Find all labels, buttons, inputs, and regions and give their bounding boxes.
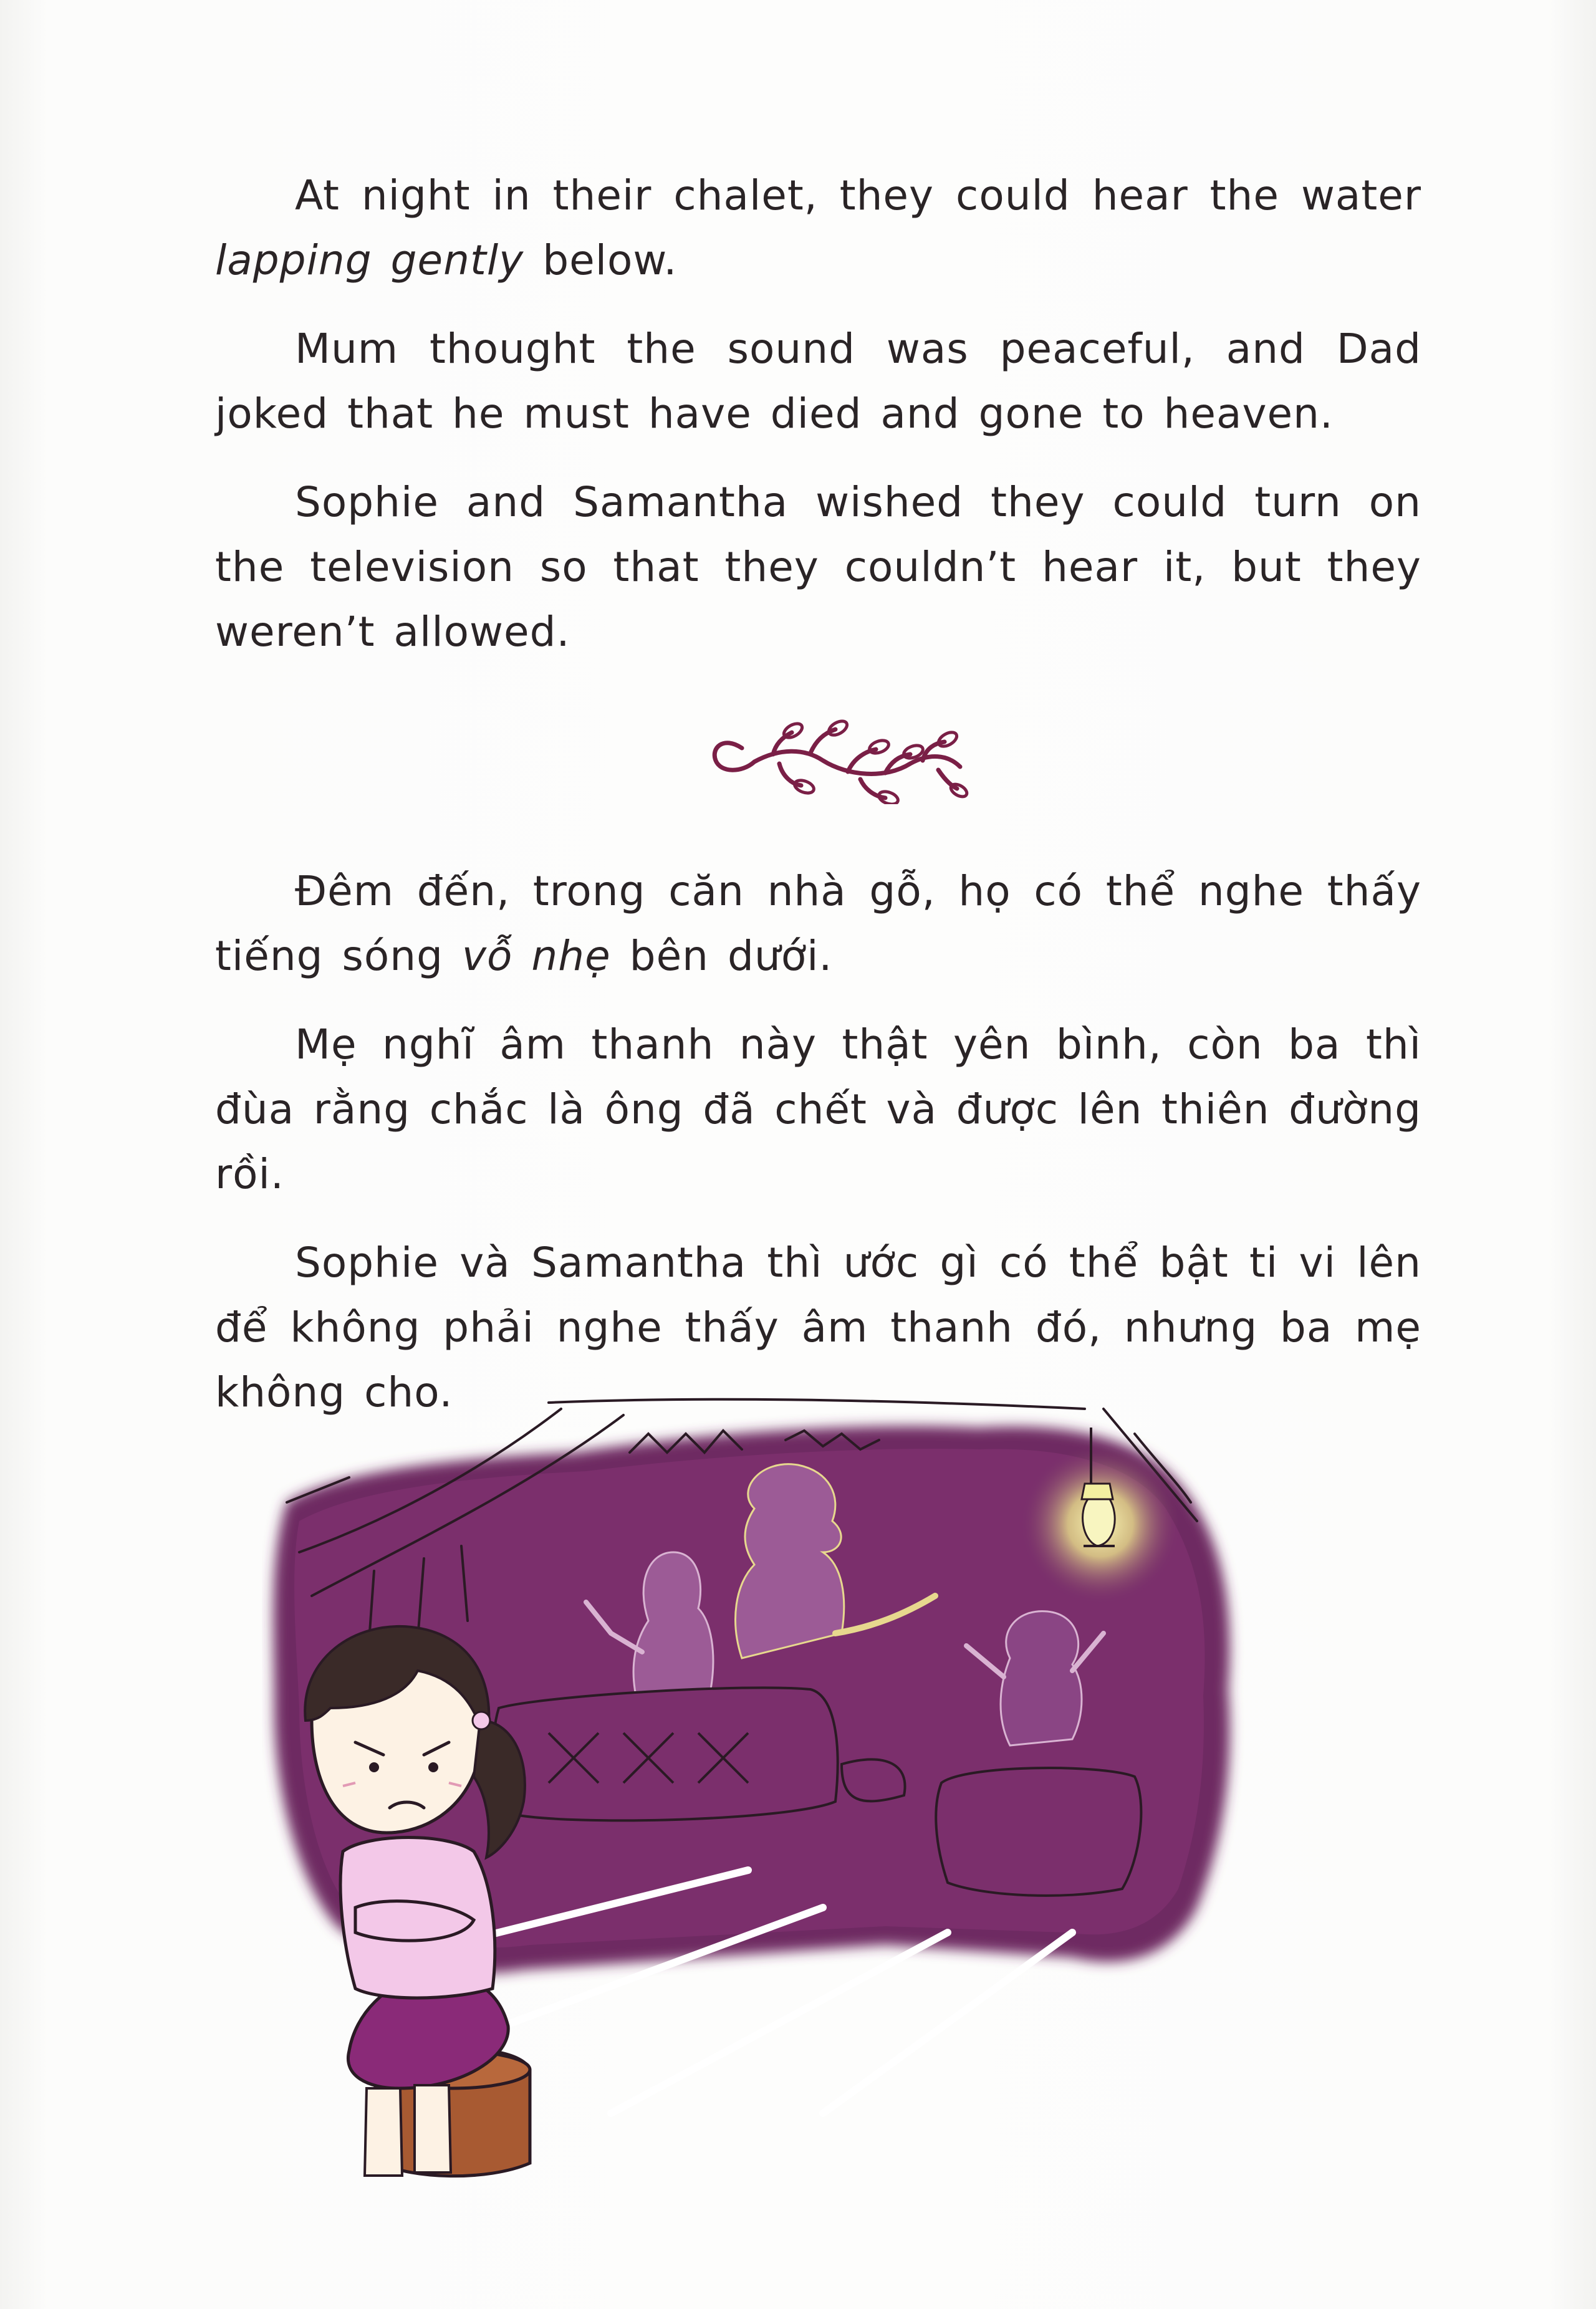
story-illustration bbox=[262, 1396, 1359, 2188]
vietnamese-paragraph-1 bbox=[215, 859, 1421, 989]
vietnamese-paragraph-2: Mẹ nghĩ âm thanh này thật yên bình, còn ba thì đùa rằng chắc là ông đã chết và được lên thiên đường rồi. bbox=[215, 1020, 1421, 1198]
english-p1-text-end: below. bbox=[542, 236, 678, 284]
english-p1-text: At night in their chalet, they could hear the water bbox=[295, 171, 1421, 219]
vietnamese-p1-text-end: bên dưới. bbox=[629, 932, 833, 980]
english-paragraph-3: Sophie and Samantha wished they could turn on the television so that they couldn’t hear it, but they weren’t allowed. bbox=[215, 478, 1421, 656]
english-p1-emphasis: lapping gently bbox=[215, 236, 524, 284]
vietnamese-paragraph-3: Sophie và Samantha thì ước gì có thể bật ti vi lên để không phải nghe thấy âm thanh đó, nhưng ba mẹ không cho. bbox=[215, 1239, 1421, 1416]
english-paragraph-2: Mum thought the sound was peaceful, and Dad joked that he must have died and gone to heaven. bbox=[215, 325, 1421, 438]
english-paragraph-1 bbox=[215, 163, 1421, 293]
vietnamese-p1-text: Đêm đến, trong căn nhà gỗ, họ có thể nghe thấy tiếng sóng bbox=[215, 867, 1421, 980]
vietnamese-p1-emphasis: vỗ nhẹ bbox=[462, 932, 611, 980]
vietnamese-text bbox=[215, 859, 1421, 1449]
vine-ornament-icon bbox=[698, 711, 973, 804]
english-text bbox=[215, 163, 1421, 688]
